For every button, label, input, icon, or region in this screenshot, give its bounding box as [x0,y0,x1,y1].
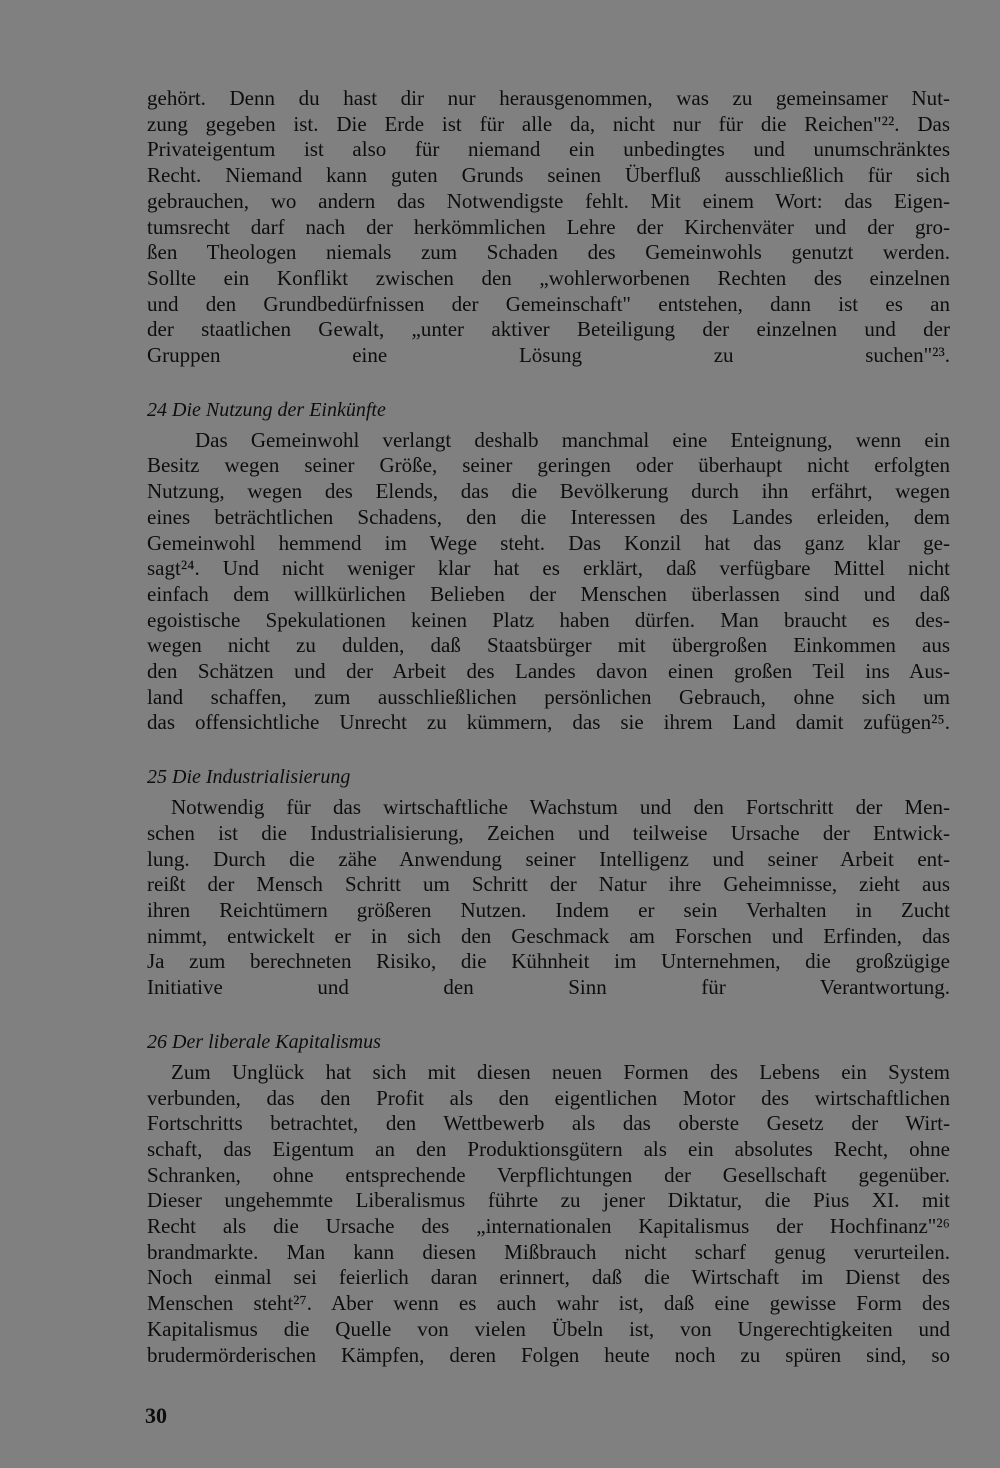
text-line: reißt der Mensch Schritt um Schritt der Natur ihre Geheimnisse, zieht aus [147,872,950,897]
text-line: Notwendig für das wirtschaftliche Wachstum und den Fortschritt der Men- [171,795,950,820]
text-line: Schranken, ohne entsprechende Verpflichtungen der Gesellschaft gegenüber. [147,1162,950,1187]
text-line: verbunden, das den Profit als den eigentlichen Motor des wirtschaftlichen [147,1085,950,1110]
section-heading-25: 25 Die Industrialisierung [147,766,351,789]
text-line: lung. Durch die zähe Anwendung seiner Intelligenz und seiner Arbeit ent- [147,846,950,871]
text-line: Kapitalismus die Quelle von vielen Übeln ist, von Ungerechtigkeiten und [147,1316,950,1341]
text-line: und den Grundbedürfnissen der Gemeinschaft" entstehen, dann ist es an [147,291,950,316]
text-line: ihren Reichtümern größeren Nutzen. Indem er sein Verhalten in Zucht [147,897,950,922]
text-line: einfach dem willkürlichen Belieben der Menschen überlassen sind und daß [147,581,950,606]
text-line: Gruppen eine Lösung zu suchen"²³. [147,343,950,368]
text-line: sagt²⁴. Und nicht weniger klar hat es erklärt, daß verfügbare Mittel nicht [147,556,950,581]
text-line: Das Gemeinwohl verlangt deshalb manchmal eine Enteignung, wenn ein [195,427,950,452]
text-line: Initiative und den Sinn für Verantwortung. [147,975,950,1000]
text-line: brandmarkte. Man kann diesen Mißbrauch nicht scharf genug verurteilen. [147,1239,950,1264]
section-heading-26: 26 Der liberale Kapitalismus [147,1030,381,1053]
section-26-paragraph [147,1060,950,1368]
text-line: Menschen steht²⁷. Aber wenn es auch wahr ist, daß eine gewisse Form des [147,1291,950,1316]
text-line: Dieser ungehemmte Liberalismus führte zu jener Diktatur, die Pius XI. mit [147,1188,950,1213]
text-line: nimmt, entwickelt er in sich den Geschmack am Forschen und Erfinden, das [147,923,950,948]
text-line: brudermörderischen Kämpfen, deren Folgen heute noch zu spüren sind, so [147,1342,950,1367]
text-line: Recht. Niemand kann guten Grunds seinen Überfluß ausschließlich für sich [147,163,950,188]
text-line: Gemeinwohl hemmend im Wege steht. Das Konzil hat das ganz klar ge- [147,530,950,555]
text-line: Noch einmal sei feierlich daran erinnert, daß die Wirtschaft im Dienst des [147,1265,950,1290]
text-line: tumsrecht darf nach der herkömmlichen Lehre der Kirchenväter und der gro- [147,214,950,239]
text-line: ßen Theologen niemals zum Schaden des Gemeinwohls genutzt werden. [147,240,950,265]
text-line: Privateigentum ist also für niemand ein unbedingtes und unumschränktes [147,137,950,162]
text-line: der staatlichen Gewalt, „unter aktiver Beteiligung der einzelnen und der [147,317,950,342]
text-line: Recht als die Ursache des „internationalen Kapitalismus der Hochfinanz"²⁶ [147,1214,950,1239]
text-line: gebrauchen, wo andern das Notwendigste fehlt. Mit einem Wort: das Eigen- [147,188,950,213]
text-line: Besitz wegen seiner Größe, seiner geringen oder überhaupt nicht erfolgten [147,453,950,478]
text-line: Sollte ein Konflikt zwischen den „wohlerworbenen Rechten des einzelnen [147,265,950,290]
text-line: Ja zum berechneten Risiko, die Kühnheit im Unternehmen, die großzügige [147,949,950,974]
text-column [147,86,950,1368]
page-number: 30 [145,1403,167,1428]
section-heading-24: 24 Die Nutzung der Einkünfte [147,398,386,421]
text-line: eines beträchtlichen Schadens, den die Interessen des Landes erleiden, dem [147,504,950,529]
text-line: schen ist die Industrialisierung, Zeichen und teilweise Ursache der Entwick- [147,820,950,845]
text-line: land schaffen, zum ausschließlichen persönlichen Gebrauch, ohne sich um [147,684,950,709]
text-line: egoistische Spekulationen keinen Platz haben dürfen. Man braucht es des- [147,607,950,632]
intro-paragraph [147,86,950,369]
text-line: gehört. Denn du hast dir nur herausgenommen, was zu gemeinsamer Nut- [147,86,950,110]
text-line: schaft, das Eigentum an den Produktionsgütern als ein absolutes Recht, ohne [147,1136,950,1161]
section-25-paragraph [147,795,950,1001]
text-line: Nutzung, wegen des Elends, das die Bevölkerung durch ihn erfährt, wegen [147,479,950,504]
section-24-paragraph [147,428,950,736]
text-line: zung gegeben ist. Die Erde ist für alle da, nicht nur für die Reichen"²². Das [147,111,950,136]
text-line: das offensichtliche Unrecht zu kümmern, das sie ihrem Land damit zufügen²⁵. [147,710,950,735]
text-line: Zum Unglück hat sich mit diesen neuen Formen des Lebens ein System [171,1059,950,1084]
text-line: Fortschritts betrachtet, den Wettbewerb als das oberste Gesetz der Wirt- [147,1111,950,1136]
text-line: wegen nicht zu dulden, daß Staatsbürger mit übergroßen Einkommen aus [147,633,950,658]
text-line: den Schätzen und der Arbeit des Landes davon einen großen Teil ins Aus- [147,659,950,684]
